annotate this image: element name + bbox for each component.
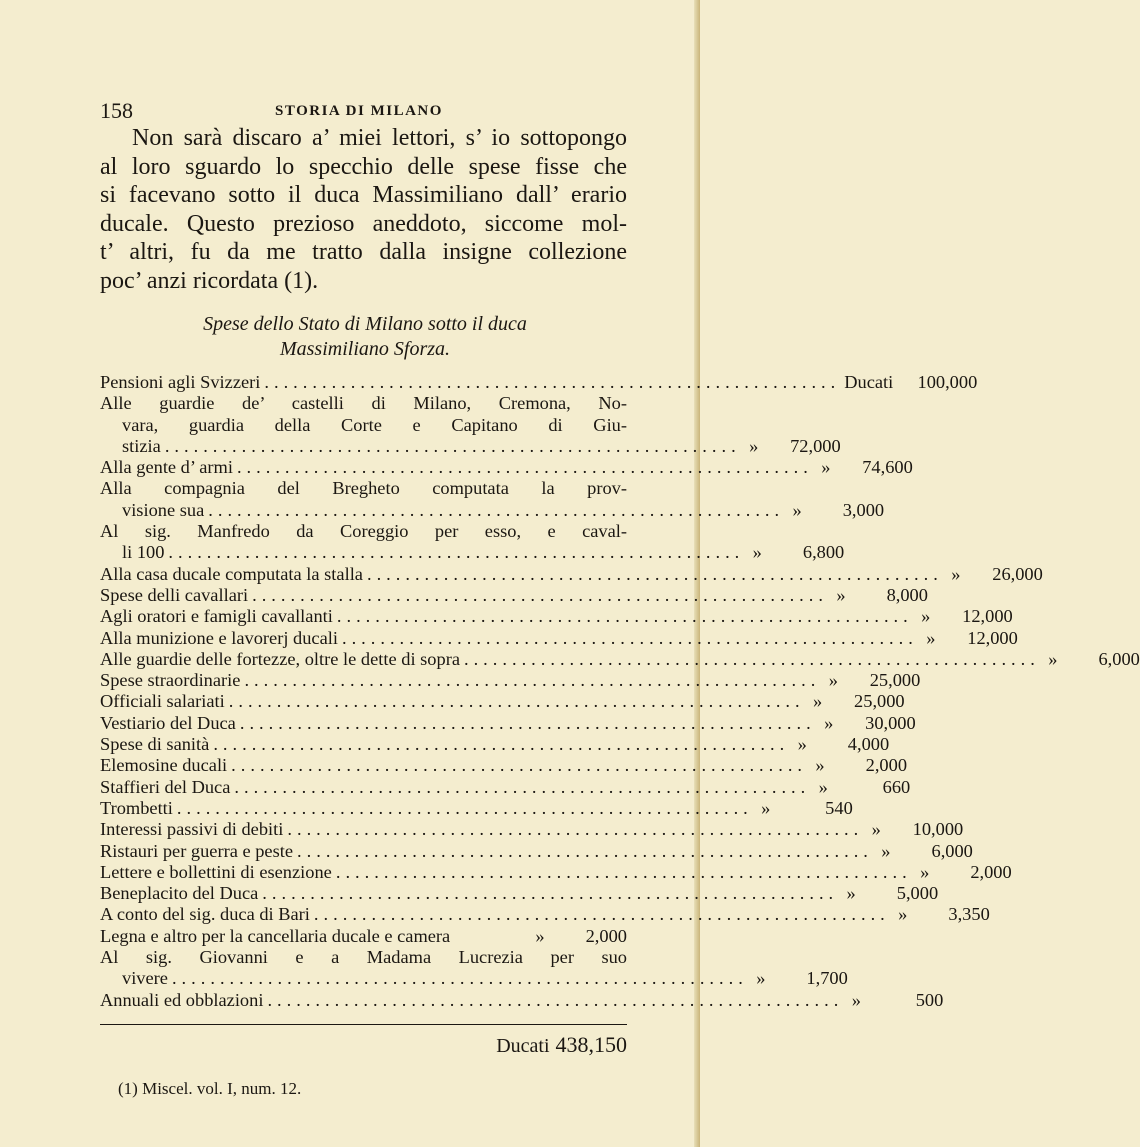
ledger-row-mark: » [920,861,930,882]
ledger-row [100,776,911,798]
ledger-row-label: Alla munizione e lavorerj ducali [100,627,338,648]
dot-leader: ............................................................ [341,627,918,648]
dot-leader: ............................................................ [164,435,741,456]
dot-leader: ............................................................ [366,563,943,584]
ledger-row-amount: 12,000 [967,627,1018,648]
ledger-row-mark: » [921,606,931,627]
ledger-row-amount: 2,000 [865,755,908,776]
dot-leader: ............................................................ [264,372,841,392]
intro-line: poc’ anzi ricordata (1). [100,267,319,294]
ledger-row-label: Legna e altro per la cancellaria ducale e camera [100,925,451,946]
ledger-row-mark: » [813,691,823,712]
expense-ledger [100,372,1140,1011]
dot-leader: ............................................................ [287,819,864,840]
dot-leader: ............................................................ [176,797,753,818]
ledger-row-label: Alla compagnia del Bregheto computata la prov- [100,478,627,499]
ledger-row-label: Al sig. Manfredo da Coreggio per esso, e caval- [100,521,627,542]
ledger-row-label: li 100 [122,542,165,563]
ledger-row-amount: 6,800 [802,542,845,563]
ledger-row [100,542,845,563]
ledger-row [100,372,978,393]
footnote: (1) Miscel. vol. I, num. 12. [118,1079,302,1098]
ledger-row-amount: 3,000 [842,499,885,520]
ledger-row-mark: » [1048,648,1058,669]
ledger-row [100,521,627,542]
ledger-row-label: Beneplacito del Duca [100,883,259,904]
ledger-row-amount: 3,350 [948,904,990,925]
page-number: 158 [100,98,133,123]
ledger-row-label: Spese delli cavallari [100,584,249,605]
intro-line: t’ altri, fu da me tratto dalla insigne collezione [100,239,627,266]
intro-line: ducale. Questo prezioso aneddoto, siccome mol- [100,210,627,237]
ledger-row [100,393,627,414]
ledger-row [100,755,908,776]
dot-leader: ............................................................ [239,712,816,733]
ledger-row-amount: 72,000 [790,435,841,456]
ledger-row [100,584,928,606]
ledger-row-amount: 26,000 [992,563,1043,584]
ledger-row-amount: 8,000 [886,584,928,605]
ledger-row [100,968,848,989]
ledger-row-label: vara, guardia della Corte e Capitano di Giu- [122,414,627,435]
ledger-row-amount: 2,000 [585,925,627,946]
dot-leader: ............................................................ [208,499,785,520]
ledger-row-amount: 5,000 [896,883,939,904]
dot-leader: ............................................................ [267,989,844,1010]
ledger-row-mark: » [926,627,936,648]
total-label: Ducati [496,1035,550,1057]
ledger-row-amount: 25,000 [854,691,905,712]
ledger-row-label: Elemosine ducali [100,755,228,776]
ledger-row-amount: 74,600 [862,457,913,478]
table-title [100,312,630,362]
ledger-row-label: Spese di sanità [100,734,210,755]
ledger-row [100,797,853,819]
ledger-row-mark: Ducati [844,372,894,392]
ledger-row-label: vivere [122,968,168,989]
ledger-row [100,648,1140,670]
ledger-row-mark: » [846,883,856,904]
ledger-row [100,712,916,734]
ledger-row-label: Officiali salariati [100,691,225,712]
ledger-row [100,904,990,925]
ledger-row-label: Al sig. Giovanni e a Madama Lucrezia per suo [100,947,627,968]
dot-leader: ............................................................ [168,542,745,563]
ledger-row-amount: 6,000 [1098,648,1140,669]
dot-leader: ............................................................ [463,648,1040,669]
intro-line: al loro sguardo lo specchio delle spese fisse che [100,153,627,180]
ledger-row [100,989,944,1011]
ledger-row-mark: » [871,819,881,840]
dot-leader: ............................................................ [231,755,808,776]
ledger-row-mark: » [881,840,891,861]
ledger-row [100,457,913,478]
total-amount: 438,150 [555,1032,627,1057]
ledger-row-amount: 6,000 [931,840,973,861]
dot-leader: ............................................................ [213,734,790,755]
ledger-row-label: stizia [122,435,161,456]
ledger-row-amount: 500 [915,989,944,1010]
ledger-row-mark: » [749,435,759,456]
dot-leader: ............................................................ [234,776,811,797]
intro-paragraph [100,124,627,296]
dot-leader: ............................................................ [336,606,913,627]
running-title: STORIA DI MILANO [275,103,443,119]
ledger-row [100,840,973,862]
ledger-total [100,1024,627,1058]
ledger-row-mark: » [535,925,545,946]
ledger-row-amount: 2,000 [970,861,1012,882]
ledger-row-amount: 12,000 [962,606,1013,627]
ledger-row-mark: » [951,563,961,584]
ledger-row-label: Lettere e bollettini di esenzione [100,861,332,882]
dot-leader: ............................................................ [297,840,873,861]
ledger-row-label: Alle guardie de’ castelli di Milano, Cremona, No- [100,393,627,414]
ledger-row-label: Trombetti [100,797,173,818]
ledger-row-mark: » [821,457,831,478]
ledger-row [100,435,841,457]
ledger-row-mark: » [898,904,908,925]
intro-line: Non sarà discaro a’ miei lettori, s’ io sottopongo [132,125,627,151]
dot-leader: ............................................................ [228,691,805,712]
ledger-row [100,947,627,968]
ledger-row [100,926,627,947]
ledger-row-mark: » [797,734,807,755]
table-title-line-2: Massimiliano Sforza. [279,338,451,360]
ledger-row-mark: » [815,755,825,776]
table-title-line-1: Spese dello Stato di Milano sotto il duca [203,313,527,335]
ledger-row-amount: 540 [825,797,853,818]
ledger-row-label: visione sua [122,499,205,520]
ledger-row-amount: 1,700 [806,968,848,989]
ledger-row [100,819,964,840]
dot-leader: ............................................................ [244,670,821,691]
ledger-row-label: Staffieri del Duca [100,776,231,797]
dot-leader: ............................................................ [171,968,748,989]
dot-leader: ............................................................ [335,861,912,882]
ledger-row-label: Alle guardie delle fortezze, oltre le dette di sopra [100,648,460,669]
ledger-row-mark: » [851,989,861,1010]
ledger-row-mark: » [752,542,762,563]
ledger-row-amount: 4,000 [847,734,890,755]
ledger-row [100,563,1043,585]
ledger-row-label: Spese straordinarie [100,670,241,691]
ledger-row [100,415,627,436]
ledger-row-label: Vestiario del Duca [100,712,236,733]
ledger-row-label: Pensioni agli Svizzeri [100,372,261,392]
ledger-row-mark: » [756,968,766,989]
ledger-row-mark: » [836,584,846,605]
ledger-row [100,861,1012,883]
ledger-row-label: Interessi passivi di debiti [100,819,284,840]
ledger-row-label: Agli oratori e famigli cavallanti [100,606,333,627]
ledger-row [100,670,921,691]
ledger-row [100,627,1018,649]
ledger-row-mark: » [761,797,771,818]
ledger-row-mark: » [828,670,838,691]
dot-leader: ............................................................ [262,883,839,904]
ledger-row-mark: » [824,712,834,733]
ledger-row-amount: 25,000 [869,670,921,691]
running-header [100,98,630,124]
ledger-row-mark: » [792,499,802,520]
ledger-row-amount: 660 [882,776,911,797]
ledger-row-amount: 10,000 [912,819,964,840]
dot-leader: ............................................................ [252,584,828,605]
ledger-row [100,691,905,712]
ledger-row-label: Alla gente d’ armi [100,457,233,478]
intro-line: si facevano sotto il duca Massimiliano dall’ erario [100,182,627,209]
ledger-row [100,606,1013,627]
ledger-row [100,734,890,755]
ledger-row-label: Ristauri per guerra e peste [100,840,294,861]
ledger-row-label: A conto del sig. duca di Bari [100,904,310,925]
ledger-row-mark: » [818,776,828,797]
ledger-row [100,883,939,904]
ledger-row [100,499,885,521]
dot-leader: ............................................................ [236,457,813,478]
ledger-row [100,478,627,499]
ledger-row-amount: 30,000 [865,712,916,733]
ledger-row-label: Alla casa ducale computata la stalla [100,563,363,584]
ledger-row-amount: 100,000 [917,372,978,392]
ledger-row-label: Annuali ed obblazioni [100,989,264,1010]
dot-leader: ............................................................ [313,904,890,925]
